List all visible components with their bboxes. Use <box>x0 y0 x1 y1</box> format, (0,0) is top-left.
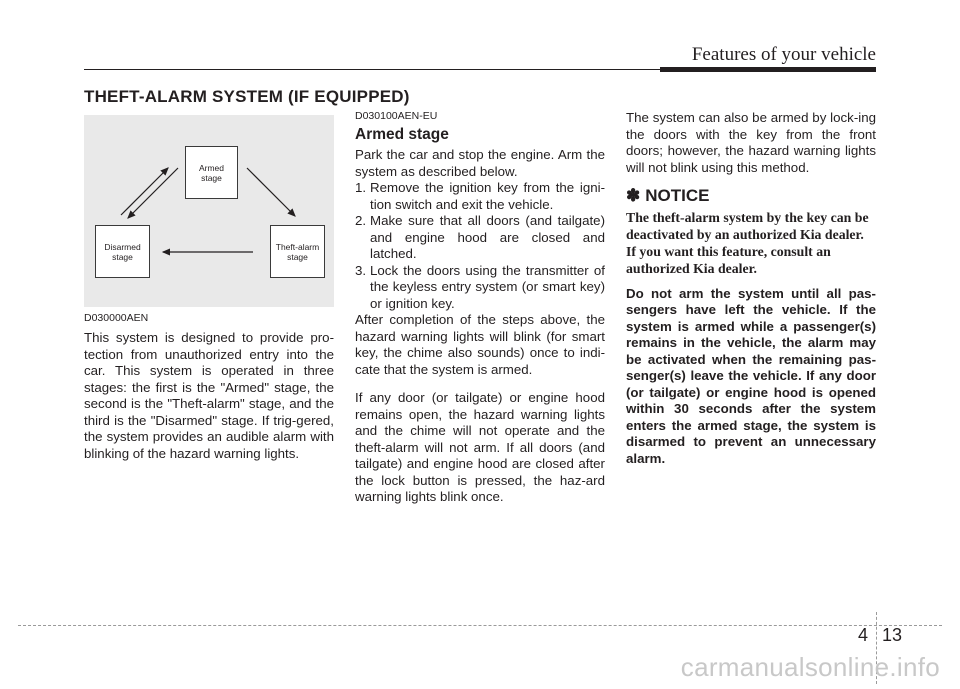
watermark: carmanualsonline.info <box>680 652 940 682</box>
intro-paragraph: This system is designed to provide pro-tection from unauthorized entry into the car. This system is operated in three stages: the first is the "Armed" stage, the second is the "Theft-alarm" stage, and the third is the "Disarmed" stage. If trig-gered, the system provides an audible alarm with blinking of the hazard warning lights. <box>84 330 334 461</box>
key-arming-paragraph: The system can also be armed by lock-ing the doors with the key from the front doors; however, the hazard warning lights will not blink using this method. <box>626 110 876 175</box>
subsection-heading: Armed stage <box>355 126 449 143</box>
section-code: D030000AEN <box>84 312 149 324</box>
list-item: 2. Make sure that all doors (and tailgate) and engine hood are closed and latched. <box>355 213 605 261</box>
theft-alarm-stage-box: Theft-alarm stage <box>270 225 325 278</box>
stage-arrows <box>84 115 334 307</box>
disarmed-stage-box: Disarmed stage <box>95 225 150 278</box>
header-rule-thick <box>660 67 876 72</box>
alarm-stage-diagram <box>84 115 334 307</box>
notice-heading <box>626 188 876 205</box>
running-header: Features of your vehicle <box>691 44 876 65</box>
list-item: 3. Lock the doors using the transmitter of the keyless entry system (or smart key) or ignition key. <box>355 262 605 311</box>
list-item: 1. Remove the ignition key from the igni-tion switch and exit the vehicle. <box>355 180 605 212</box>
arrow-armed-to-theft <box>247 168 295 216</box>
column-left <box>84 312 334 462</box>
page-number: 13 <box>882 625 903 645</box>
notice-star-icon: ✽ <box>626 186 641 205</box>
page-title: THEFT-ALARM SYSTEM (IF EQUIPPED) <box>84 87 410 106</box>
after-steps-paragraph: After completion of the steps above, the hazard warning lights will blink (for smart key, the chime also sounds) once to indi-cate that the system is armed. <box>355 312 605 377</box>
chapter-number: 4 <box>857 625 868 645</box>
section-code: D030100AEN-EU <box>355 110 438 122</box>
arming-steps <box>355 180 605 312</box>
notice-text-2: If you want this feature, consult an authorized Kia dealer. <box>626 243 831 276</box>
column-right <box>626 110 876 467</box>
notice-text: The theft-alarm system by the key can be deactivated by an authorized Kia dealer. <box>626 209 869 242</box>
footer-rule <box>18 625 942 626</box>
armed-intro: Park the car and stop the engine. Arm the system as described below. <box>355 147 605 179</box>
notice-title: NOTICE <box>645 186 710 205</box>
arrow-armed-to-disarmed <box>128 168 178 218</box>
armed-stage-box: Armed stage <box>185 146 238 199</box>
arrow-disarmed-to-armed <box>121 168 168 215</box>
open-door-paragraph: If any door (or tailgate) or engine hood remains open, the hazard warning lights and the chime will not operate and the theft-alarm will not arm. If all doors (and tailgate) and engine hood are closed after the lock button is pressed, the haz-ard warning lights blink once. <box>355 390 605 504</box>
column-middle <box>355 110 605 506</box>
warning-paragraph: Do not arm the system until all pas-sengers have left the vehicle. If the system is armed while a passenger(s) remains in the vehicle, the alarm may be activated when the remaining pas-senger(s) leave the vehicle. If any door (or tailgate) or engine hood is opened within 30 seconds after the system enters the armed stage, the system is disarmed to prevent an unnecessary alarm. <box>626 285 876 466</box>
